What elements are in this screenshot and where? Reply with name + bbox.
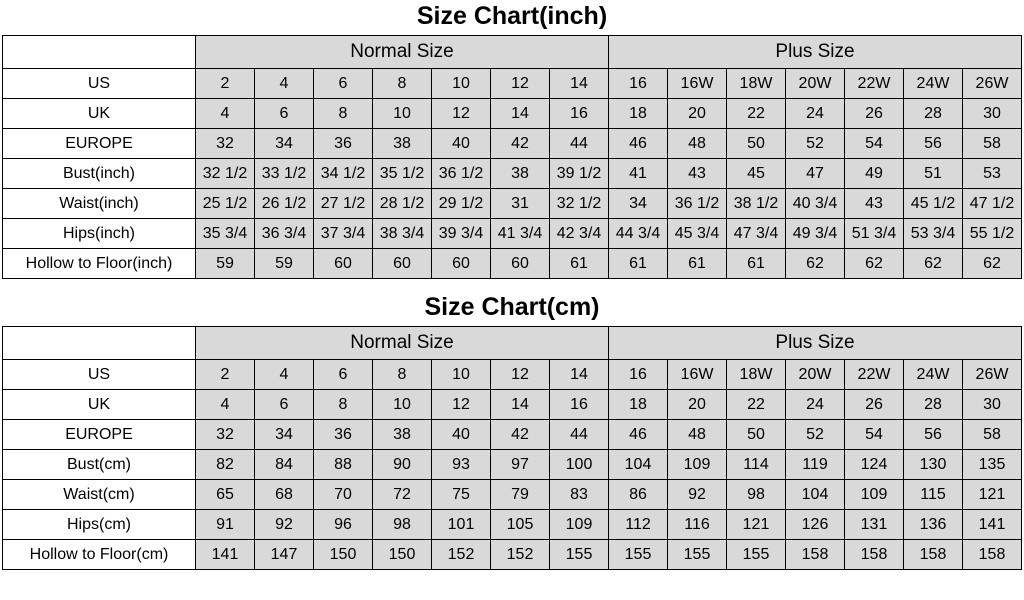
table-cell: 52 bbox=[786, 129, 845, 159]
size-table-cm bbox=[2, 326, 1022, 570]
table-cell: 55 1/2 bbox=[963, 219, 1022, 249]
table-cell: 40 bbox=[432, 420, 491, 450]
table-cell: 104 bbox=[609, 450, 668, 480]
table-cell: 12 bbox=[491, 69, 550, 99]
table-cell: 41 3/4 bbox=[491, 219, 550, 249]
table-cell: 44 bbox=[550, 129, 609, 159]
table-cell: 32 bbox=[196, 420, 255, 450]
table-cell: 20W bbox=[786, 360, 845, 390]
table-cell: 155 bbox=[727, 540, 786, 570]
table-cell: 54 bbox=[845, 129, 904, 159]
table-cell: 40 bbox=[432, 129, 491, 159]
table-cell: 109 bbox=[845, 480, 904, 510]
table-cell: 98 bbox=[727, 480, 786, 510]
table-cell: 114 bbox=[727, 450, 786, 480]
table-cell: 44 3/4 bbox=[609, 219, 668, 249]
table-cell: 61 bbox=[727, 249, 786, 279]
table-cell: 2 bbox=[196, 360, 255, 390]
size-chart-inch-block bbox=[0, 0, 1024, 279]
table-cell: 135 bbox=[963, 450, 1022, 480]
table-cell: 98 bbox=[373, 510, 432, 540]
row-label: EUROPE bbox=[3, 129, 196, 159]
table-cell: 4 bbox=[196, 99, 255, 129]
table-cell: 52 bbox=[786, 420, 845, 450]
table-cell: 92 bbox=[255, 510, 314, 540]
table-cell: 100 bbox=[550, 450, 609, 480]
table-cell: 116 bbox=[668, 510, 727, 540]
table-cell: 28 bbox=[904, 99, 963, 129]
table-cell: 48 bbox=[668, 420, 727, 450]
table-cell: 10 bbox=[432, 69, 491, 99]
table-cell: 45 3/4 bbox=[668, 219, 727, 249]
table-cell: 18 bbox=[609, 390, 668, 420]
table-row bbox=[3, 420, 1022, 450]
table-cell: 16 bbox=[550, 99, 609, 129]
table-cell: 4 bbox=[255, 69, 314, 99]
table-cell: 16 bbox=[609, 69, 668, 99]
page-title-cm: Size Chart(cm) bbox=[424, 293, 600, 321]
table-cell: 34 1/2 bbox=[314, 159, 373, 189]
table-cell: 70 bbox=[314, 480, 373, 510]
corner-cell bbox=[3, 327, 196, 360]
table-cell: 150 bbox=[314, 540, 373, 570]
table-cell: 30 bbox=[963, 99, 1022, 129]
table-cell: 75 bbox=[432, 480, 491, 510]
table-cell: 4 bbox=[196, 390, 255, 420]
table-cell: 104 bbox=[786, 480, 845, 510]
table-cell: 22W bbox=[845, 360, 904, 390]
table-row bbox=[3, 249, 1022, 279]
table-cell: 119 bbox=[786, 450, 845, 480]
table-cell: 131 bbox=[845, 510, 904, 540]
table-cell: 62 bbox=[904, 249, 963, 279]
table-cell: 16W bbox=[668, 360, 727, 390]
size-table-cm-body bbox=[3, 327, 1022, 570]
table-cell: 42 bbox=[491, 129, 550, 159]
table-cell: 60 bbox=[491, 249, 550, 279]
table-cell: 96 bbox=[314, 510, 373, 540]
table-cell: 152 bbox=[491, 540, 550, 570]
row-label: UK bbox=[3, 390, 196, 420]
table-cell: 32 1/2 bbox=[550, 189, 609, 219]
table-row bbox=[3, 360, 1022, 390]
table-cell: 35 3/4 bbox=[196, 219, 255, 249]
table-cell: 46 bbox=[609, 129, 668, 159]
row-label: Bust(cm) bbox=[3, 450, 196, 480]
table-row bbox=[3, 480, 1022, 510]
table-cell: 47 1/2 bbox=[963, 189, 1022, 219]
table-cell: 28 1/2 bbox=[373, 189, 432, 219]
row-label: Bust(inch) bbox=[3, 159, 196, 189]
table-cell: 49 3/4 bbox=[786, 219, 845, 249]
row-label: US bbox=[3, 360, 196, 390]
table-cell: 83 bbox=[550, 480, 609, 510]
table-cell: 79 bbox=[491, 480, 550, 510]
table-cell: 141 bbox=[963, 510, 1022, 540]
group-header-plus: Plus Size bbox=[609, 36, 1022, 69]
table-cell: 6 bbox=[314, 69, 373, 99]
row-label: Hips(inch) bbox=[3, 219, 196, 249]
table-cell: 93 bbox=[432, 450, 491, 480]
table-cell: 40 3/4 bbox=[786, 189, 845, 219]
table-cell: 112 bbox=[609, 510, 668, 540]
table-cell: 8 bbox=[314, 390, 373, 420]
group-header-plus: Plus Size bbox=[609, 327, 1022, 360]
table-cell: 48 bbox=[668, 129, 727, 159]
table-cell: 4 bbox=[255, 360, 314, 390]
table-row bbox=[3, 540, 1022, 570]
table-cell: 42 3/4 bbox=[550, 219, 609, 249]
table-cell: 32 1/2 bbox=[196, 159, 255, 189]
table-cell: 68 bbox=[255, 480, 314, 510]
table-cell: 31 bbox=[491, 189, 550, 219]
table-cell: 6 bbox=[314, 360, 373, 390]
table-cell: 54 bbox=[845, 420, 904, 450]
table-cell: 155 bbox=[668, 540, 727, 570]
table-cell: 109 bbox=[668, 450, 727, 480]
table-row bbox=[3, 159, 1022, 189]
table-cell: 158 bbox=[963, 540, 1022, 570]
table-cell: 61 bbox=[550, 249, 609, 279]
table-cell: 147 bbox=[255, 540, 314, 570]
table-cell: 37 3/4 bbox=[314, 219, 373, 249]
table-cell: 10 bbox=[373, 390, 432, 420]
table-cell: 126 bbox=[786, 510, 845, 540]
table-cell: 115 bbox=[904, 480, 963, 510]
table-cell: 109 bbox=[550, 510, 609, 540]
table-cell: 28 bbox=[904, 390, 963, 420]
table-row bbox=[3, 390, 1022, 420]
table-cell: 92 bbox=[668, 480, 727, 510]
table-cell: 26 bbox=[845, 99, 904, 129]
table-cell: 61 bbox=[609, 249, 668, 279]
table-cell: 60 bbox=[314, 249, 373, 279]
table-row bbox=[3, 69, 1022, 99]
row-label: UK bbox=[3, 99, 196, 129]
table-cell: 62 bbox=[786, 249, 845, 279]
table-cell: 158 bbox=[786, 540, 845, 570]
table-cell: 43 bbox=[845, 189, 904, 219]
row-label: Waist(cm) bbox=[3, 480, 196, 510]
table-cell: 158 bbox=[845, 540, 904, 570]
table-cell: 59 bbox=[196, 249, 255, 279]
table-cell: 38 1/2 bbox=[727, 189, 786, 219]
table-cell: 6 bbox=[255, 390, 314, 420]
table-cell: 36 1/2 bbox=[668, 189, 727, 219]
table-cell: 59 bbox=[255, 249, 314, 279]
table-cell: 35 1/2 bbox=[373, 159, 432, 189]
table-cell: 97 bbox=[491, 450, 550, 480]
table-cell: 33 1/2 bbox=[255, 159, 314, 189]
row-label: Hollow to Floor(inch) bbox=[3, 249, 196, 279]
row-label: Waist(inch) bbox=[3, 189, 196, 219]
table-cell: 20W bbox=[786, 69, 845, 99]
table-cell: 121 bbox=[727, 510, 786, 540]
table-cell: 25 1/2 bbox=[196, 189, 255, 219]
table-cell: 27 1/2 bbox=[314, 189, 373, 219]
table-cell: 90 bbox=[373, 450, 432, 480]
table-cell: 20 bbox=[668, 390, 727, 420]
table-row bbox=[3, 219, 1022, 249]
row-label: US bbox=[3, 69, 196, 99]
table-cell: 26 bbox=[845, 390, 904, 420]
table-cell: 49 bbox=[845, 159, 904, 189]
table-cell: 14 bbox=[550, 69, 609, 99]
table-row bbox=[3, 99, 1022, 129]
table-cell: 58 bbox=[963, 129, 1022, 159]
table-cell: 50 bbox=[727, 129, 786, 159]
table-cell: 141 bbox=[196, 540, 255, 570]
table-cell: 8 bbox=[373, 360, 432, 390]
table-cell: 84 bbox=[255, 450, 314, 480]
table-cell: 72 bbox=[373, 480, 432, 510]
table-cell: 50 bbox=[727, 420, 786, 450]
table-cell: 39 1/2 bbox=[550, 159, 609, 189]
table-cell: 41 bbox=[609, 159, 668, 189]
table-cell: 136 bbox=[904, 510, 963, 540]
table-cell: 29 1/2 bbox=[432, 189, 491, 219]
table-cell: 18 bbox=[609, 99, 668, 129]
table-row bbox=[3, 189, 1022, 219]
row-label: Hips(cm) bbox=[3, 510, 196, 540]
table-cell: 56 bbox=[904, 420, 963, 450]
size-table-inch bbox=[2, 35, 1022, 279]
table-cell: 91 bbox=[196, 510, 255, 540]
table-cell: 16 bbox=[550, 390, 609, 420]
table-cell: 10 bbox=[373, 99, 432, 129]
table-cell: 158 bbox=[904, 540, 963, 570]
table-cell: 155 bbox=[550, 540, 609, 570]
table-cell: 45 1/2 bbox=[904, 189, 963, 219]
table-cell: 51 bbox=[904, 159, 963, 189]
table-cell: 60 bbox=[432, 249, 491, 279]
table-cell: 101 bbox=[432, 510, 491, 540]
group-header-normal: Normal Size bbox=[196, 327, 609, 360]
table-row bbox=[3, 450, 1022, 480]
table-cell: 34 bbox=[609, 189, 668, 219]
table-cell: 56 bbox=[904, 129, 963, 159]
table-cell: 155 bbox=[609, 540, 668, 570]
section-divider bbox=[0, 279, 1024, 291]
table-cell: 60 bbox=[373, 249, 432, 279]
table-cell: 14 bbox=[491, 99, 550, 129]
table-cell: 16W bbox=[668, 69, 727, 99]
table-cell: 36 bbox=[314, 129, 373, 159]
table-cell: 36 3/4 bbox=[255, 219, 314, 249]
table-cell: 8 bbox=[314, 99, 373, 129]
page-title-inch: Size Chart(inch) bbox=[416, 2, 608, 30]
table-cell: 38 3/4 bbox=[373, 219, 432, 249]
table-cell: 8 bbox=[373, 69, 432, 99]
size-chart-cm-block bbox=[0, 291, 1024, 570]
table-cell: 34 bbox=[255, 420, 314, 450]
group-header-normal: Normal Size bbox=[196, 36, 609, 69]
table-cell: 45 bbox=[727, 159, 786, 189]
table-cell: 22 bbox=[727, 390, 786, 420]
size-table-inch-body bbox=[3, 36, 1022, 279]
table-cell: 18W bbox=[727, 360, 786, 390]
table-cell: 38 bbox=[491, 159, 550, 189]
table-cell: 152 bbox=[432, 540, 491, 570]
table-cell: 39 3/4 bbox=[432, 219, 491, 249]
table-cell: 6 bbox=[255, 99, 314, 129]
group-header-row bbox=[3, 36, 1022, 69]
table-cell: 26W bbox=[963, 69, 1022, 99]
table-cell: 61 bbox=[668, 249, 727, 279]
table-cell: 65 bbox=[196, 480, 255, 510]
table-cell: 34 bbox=[255, 129, 314, 159]
table-cell: 22 bbox=[727, 99, 786, 129]
group-header-row bbox=[3, 327, 1022, 360]
table-cell: 38 bbox=[373, 420, 432, 450]
table-cell: 44 bbox=[550, 420, 609, 450]
table-cell: 24W bbox=[904, 69, 963, 99]
table-cell: 82 bbox=[196, 450, 255, 480]
table-cell: 36 1/2 bbox=[432, 159, 491, 189]
table-cell: 32 bbox=[196, 129, 255, 159]
table-cell: 26W bbox=[963, 360, 1022, 390]
table-cell: 12 bbox=[432, 390, 491, 420]
table-cell: 42 bbox=[491, 420, 550, 450]
table-cell: 22W bbox=[845, 69, 904, 99]
table-cell: 121 bbox=[963, 480, 1022, 510]
table-cell: 12 bbox=[491, 360, 550, 390]
table-cell: 130 bbox=[904, 450, 963, 480]
table-cell: 24W bbox=[904, 360, 963, 390]
table-cell: 62 bbox=[963, 249, 1022, 279]
table-cell: 88 bbox=[314, 450, 373, 480]
table-cell: 10 bbox=[432, 360, 491, 390]
table-row bbox=[3, 129, 1022, 159]
table-cell: 24 bbox=[786, 390, 845, 420]
table-cell: 14 bbox=[550, 360, 609, 390]
table-cell: 16 bbox=[609, 360, 668, 390]
table-cell: 150 bbox=[373, 540, 432, 570]
table-cell: 20 bbox=[668, 99, 727, 129]
table-cell: 58 bbox=[963, 420, 1022, 450]
table-cell: 46 bbox=[609, 420, 668, 450]
table-cell: 47 3/4 bbox=[727, 219, 786, 249]
table-cell: 47 bbox=[786, 159, 845, 189]
table-cell: 26 1/2 bbox=[255, 189, 314, 219]
table-cell: 105 bbox=[491, 510, 550, 540]
table-cell: 36 bbox=[314, 420, 373, 450]
table-cell: 53 bbox=[963, 159, 1022, 189]
table-cell: 30 bbox=[963, 390, 1022, 420]
table-cell: 53 3/4 bbox=[904, 219, 963, 249]
table-cell: 124 bbox=[845, 450, 904, 480]
table-cell: 12 bbox=[432, 99, 491, 129]
table-cell: 62 bbox=[845, 249, 904, 279]
row-label: Hollow to Floor(cm) bbox=[3, 540, 196, 570]
table-cell: 18W bbox=[727, 69, 786, 99]
table-cell: 86 bbox=[609, 480, 668, 510]
table-cell: 43 bbox=[668, 159, 727, 189]
table-cell: 38 bbox=[373, 129, 432, 159]
table-cell: 51 3/4 bbox=[845, 219, 904, 249]
table-cell: 24 bbox=[786, 99, 845, 129]
table-row bbox=[3, 510, 1022, 540]
table-cell: 14 bbox=[491, 390, 550, 420]
corner-cell bbox=[3, 36, 196, 69]
table-cell: 2 bbox=[196, 69, 255, 99]
row-label: EUROPE bbox=[3, 420, 196, 450]
